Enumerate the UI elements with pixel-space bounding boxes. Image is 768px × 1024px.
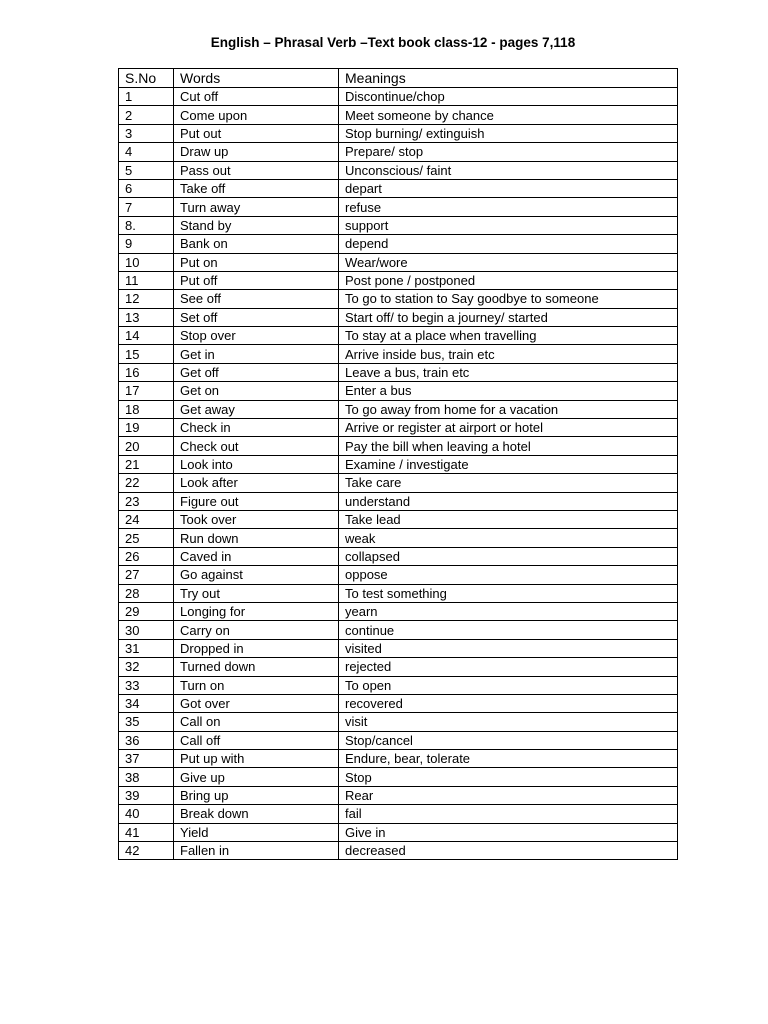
cell-sno: 31 bbox=[119, 639, 174, 657]
table-row bbox=[119, 713, 678, 731]
table-row bbox=[119, 566, 678, 584]
cell-meaning: Stop bbox=[339, 768, 678, 786]
table-row bbox=[119, 842, 678, 860]
table-row bbox=[119, 106, 678, 124]
cell-word: Call off bbox=[174, 731, 339, 749]
table-row bbox=[119, 731, 678, 749]
cell-meaning: visited bbox=[339, 639, 678, 657]
cell-sno: 5 bbox=[119, 161, 174, 179]
cell-word: Check in bbox=[174, 419, 339, 437]
table-row bbox=[119, 198, 678, 216]
cell-sno: 30 bbox=[119, 621, 174, 639]
cell-sno: 7 bbox=[119, 198, 174, 216]
cell-word: Got over bbox=[174, 694, 339, 712]
cell-word: Put out bbox=[174, 124, 339, 142]
cell-sno: 19 bbox=[119, 419, 174, 437]
cell-word: Caved in bbox=[174, 547, 339, 565]
cell-sno: 33 bbox=[119, 676, 174, 694]
cell-meaning: Unconscious/ faint bbox=[339, 161, 678, 179]
cell-word: Turned down bbox=[174, 658, 339, 676]
cell-meaning: fail bbox=[339, 805, 678, 823]
cell-meaning: Pay the bill when leaving a hotel bbox=[339, 437, 678, 455]
cell-meaning: Enter a bus bbox=[339, 382, 678, 400]
cell-meaning: Endure, bear, tolerate bbox=[339, 750, 678, 768]
cell-meaning: Wear/wore bbox=[339, 253, 678, 271]
cell-word: Turn away bbox=[174, 198, 339, 216]
cell-sno: 9 bbox=[119, 235, 174, 253]
table-row bbox=[119, 694, 678, 712]
cell-word: Look after bbox=[174, 474, 339, 492]
table-row bbox=[119, 455, 678, 473]
cell-word: Put up with bbox=[174, 750, 339, 768]
cell-word: Turn on bbox=[174, 676, 339, 694]
cell-sno: 27 bbox=[119, 566, 174, 584]
cell-sno: 39 bbox=[119, 786, 174, 804]
cell-sno: 20 bbox=[119, 437, 174, 455]
table-row bbox=[119, 179, 678, 197]
cell-meaning: To open bbox=[339, 676, 678, 694]
table-row bbox=[119, 345, 678, 363]
cell-meaning: Start off/ to begin a journey/ started bbox=[339, 308, 678, 326]
cell-meaning: Post pone / postponed bbox=[339, 271, 678, 289]
table-row bbox=[119, 290, 678, 308]
table-row bbox=[119, 639, 678, 657]
cell-sno: 34 bbox=[119, 694, 174, 712]
cell-meaning: Arrive inside bus, train etc bbox=[339, 345, 678, 363]
cell-word: Take off bbox=[174, 179, 339, 197]
cell-word: Look into bbox=[174, 455, 339, 473]
cell-sno: 37 bbox=[119, 750, 174, 768]
table-body bbox=[119, 88, 678, 860]
cell-sno: 29 bbox=[119, 602, 174, 620]
cell-sno: 17 bbox=[119, 382, 174, 400]
cell-word: Draw up bbox=[174, 143, 339, 161]
cell-word: Bank on bbox=[174, 235, 339, 253]
header-sno: S.No bbox=[119, 69, 174, 88]
table-row bbox=[119, 308, 678, 326]
cell-word: Longing for bbox=[174, 602, 339, 620]
cell-meaning: depart bbox=[339, 179, 678, 197]
cell-word: Put off bbox=[174, 271, 339, 289]
cell-sno: 22 bbox=[119, 474, 174, 492]
table-row bbox=[119, 510, 678, 528]
cell-meaning: collapsed bbox=[339, 547, 678, 565]
cell-word: Try out bbox=[174, 584, 339, 602]
table-row bbox=[119, 750, 678, 768]
cell-meaning: continue bbox=[339, 621, 678, 639]
table-row bbox=[119, 143, 678, 161]
cell-word: Break down bbox=[174, 805, 339, 823]
cell-meaning: Stop burning/ extinguish bbox=[339, 124, 678, 142]
cell-meaning: Leave a bus, train etc bbox=[339, 363, 678, 381]
cell-sno: 3 bbox=[119, 124, 174, 142]
cell-meaning: refuse bbox=[339, 198, 678, 216]
cell-word: Go against bbox=[174, 566, 339, 584]
cell-meaning: recovered bbox=[339, 694, 678, 712]
cell-word: Cut off bbox=[174, 88, 339, 106]
cell-sno: 11 bbox=[119, 271, 174, 289]
cell-meaning: depend bbox=[339, 235, 678, 253]
table-row bbox=[119, 676, 678, 694]
table-row bbox=[119, 400, 678, 418]
cell-word: Fallen in bbox=[174, 842, 339, 860]
table-row bbox=[119, 363, 678, 381]
cell-word: Come upon bbox=[174, 106, 339, 124]
cell-meaning: Take lead bbox=[339, 510, 678, 528]
cell-word: Put on bbox=[174, 253, 339, 271]
table-row bbox=[119, 161, 678, 179]
cell-sno: 36 bbox=[119, 731, 174, 749]
table-row bbox=[119, 602, 678, 620]
header-meanings: Meanings bbox=[339, 69, 678, 88]
cell-meaning: support bbox=[339, 216, 678, 234]
cell-word: Get on bbox=[174, 382, 339, 400]
table-row bbox=[119, 382, 678, 400]
cell-meaning: rejected bbox=[339, 658, 678, 676]
table-row bbox=[119, 805, 678, 823]
cell-meaning: To go to station to Say goodbye to someone bbox=[339, 290, 678, 308]
table-row bbox=[119, 547, 678, 565]
cell-sno: 14 bbox=[119, 327, 174, 345]
cell-sno: 23 bbox=[119, 492, 174, 510]
table-row bbox=[119, 474, 678, 492]
cell-sno: 10 bbox=[119, 253, 174, 271]
table-row bbox=[119, 216, 678, 234]
cell-word: Call on bbox=[174, 713, 339, 731]
cell-meaning: Prepare/ stop bbox=[339, 143, 678, 161]
cell-sno: 21 bbox=[119, 455, 174, 473]
table-row bbox=[119, 124, 678, 142]
table-row bbox=[119, 253, 678, 271]
cell-meaning: Discontinue/chop bbox=[339, 88, 678, 106]
cell-word: Dropped in bbox=[174, 639, 339, 657]
header-words: Words bbox=[174, 69, 339, 88]
table-row bbox=[119, 492, 678, 510]
cell-word: Figure out bbox=[174, 492, 339, 510]
cell-word: Run down bbox=[174, 529, 339, 547]
cell-meaning: Stop/cancel bbox=[339, 731, 678, 749]
cell-meaning: visit bbox=[339, 713, 678, 731]
cell-meaning: Rear bbox=[339, 786, 678, 804]
document-title: English – Phrasal Verb –Text book class-12 - pages 7,118 bbox=[210, 35, 576, 50]
cell-sno: 15 bbox=[119, 345, 174, 363]
cell-word: Check out bbox=[174, 437, 339, 455]
cell-meaning: understand bbox=[339, 492, 678, 510]
cell-word: Yield bbox=[174, 823, 339, 841]
table-row bbox=[119, 823, 678, 841]
cell-word: Stand by bbox=[174, 216, 339, 234]
cell-sno: 13 bbox=[119, 308, 174, 326]
table-row bbox=[119, 529, 678, 547]
cell-word: Get in bbox=[174, 345, 339, 363]
table-row bbox=[119, 658, 678, 676]
cell-sno: 40 bbox=[119, 805, 174, 823]
cell-word: Pass out bbox=[174, 161, 339, 179]
cell-sno: 12 bbox=[119, 290, 174, 308]
cell-word: Give up bbox=[174, 768, 339, 786]
cell-word: Carry on bbox=[174, 621, 339, 639]
cell-sno: 2 bbox=[119, 106, 174, 124]
table-row bbox=[119, 621, 678, 639]
cell-sno: 28 bbox=[119, 584, 174, 602]
cell-meaning: weak bbox=[339, 529, 678, 547]
cell-meaning: To go away from home for a vacation bbox=[339, 400, 678, 418]
cell-sno: 1 bbox=[119, 88, 174, 106]
cell-sno: 38 bbox=[119, 768, 174, 786]
cell-meaning: To stay at a place when travelling bbox=[339, 327, 678, 345]
cell-sno: 25 bbox=[119, 529, 174, 547]
cell-sno: 35 bbox=[119, 713, 174, 731]
phrasal-verb-table bbox=[118, 68, 678, 860]
cell-sno: 8. bbox=[119, 216, 174, 234]
cell-sno: 18 bbox=[119, 400, 174, 418]
cell-meaning: Meet someone by chance bbox=[339, 106, 678, 124]
table-row bbox=[119, 419, 678, 437]
table-row bbox=[119, 768, 678, 786]
table-row bbox=[119, 584, 678, 602]
cell-sno: 16 bbox=[119, 363, 174, 381]
cell-word: Stop over bbox=[174, 327, 339, 345]
cell-word: See off bbox=[174, 290, 339, 308]
table-row bbox=[119, 327, 678, 345]
cell-meaning: Arrive or register at airport or hotel bbox=[339, 419, 678, 437]
table-row bbox=[119, 235, 678, 253]
table-row bbox=[119, 271, 678, 289]
cell-sno: 41 bbox=[119, 823, 174, 841]
table-row bbox=[119, 88, 678, 106]
cell-meaning: Give in bbox=[339, 823, 678, 841]
cell-sno: 6 bbox=[119, 179, 174, 197]
cell-word: Get away bbox=[174, 400, 339, 418]
cell-meaning: decreased bbox=[339, 842, 678, 860]
table-row bbox=[119, 786, 678, 804]
cell-meaning: yearn bbox=[339, 602, 678, 620]
cell-sno: 32 bbox=[119, 658, 174, 676]
cell-meaning: Take care bbox=[339, 474, 678, 492]
cell-sno: 26 bbox=[119, 547, 174, 565]
table-header-row bbox=[119, 69, 678, 88]
cell-word: Get off bbox=[174, 363, 339, 381]
cell-word: Set off bbox=[174, 308, 339, 326]
cell-meaning: To test something bbox=[339, 584, 678, 602]
cell-sno: 24 bbox=[119, 510, 174, 528]
cell-word: Took over bbox=[174, 510, 339, 528]
cell-sno: 4 bbox=[119, 143, 174, 161]
cell-meaning: Examine / investigate bbox=[339, 455, 678, 473]
table-row bbox=[119, 437, 678, 455]
cell-word: Bring up bbox=[174, 786, 339, 804]
cell-sno: 42 bbox=[119, 842, 174, 860]
cell-meaning: oppose bbox=[339, 566, 678, 584]
